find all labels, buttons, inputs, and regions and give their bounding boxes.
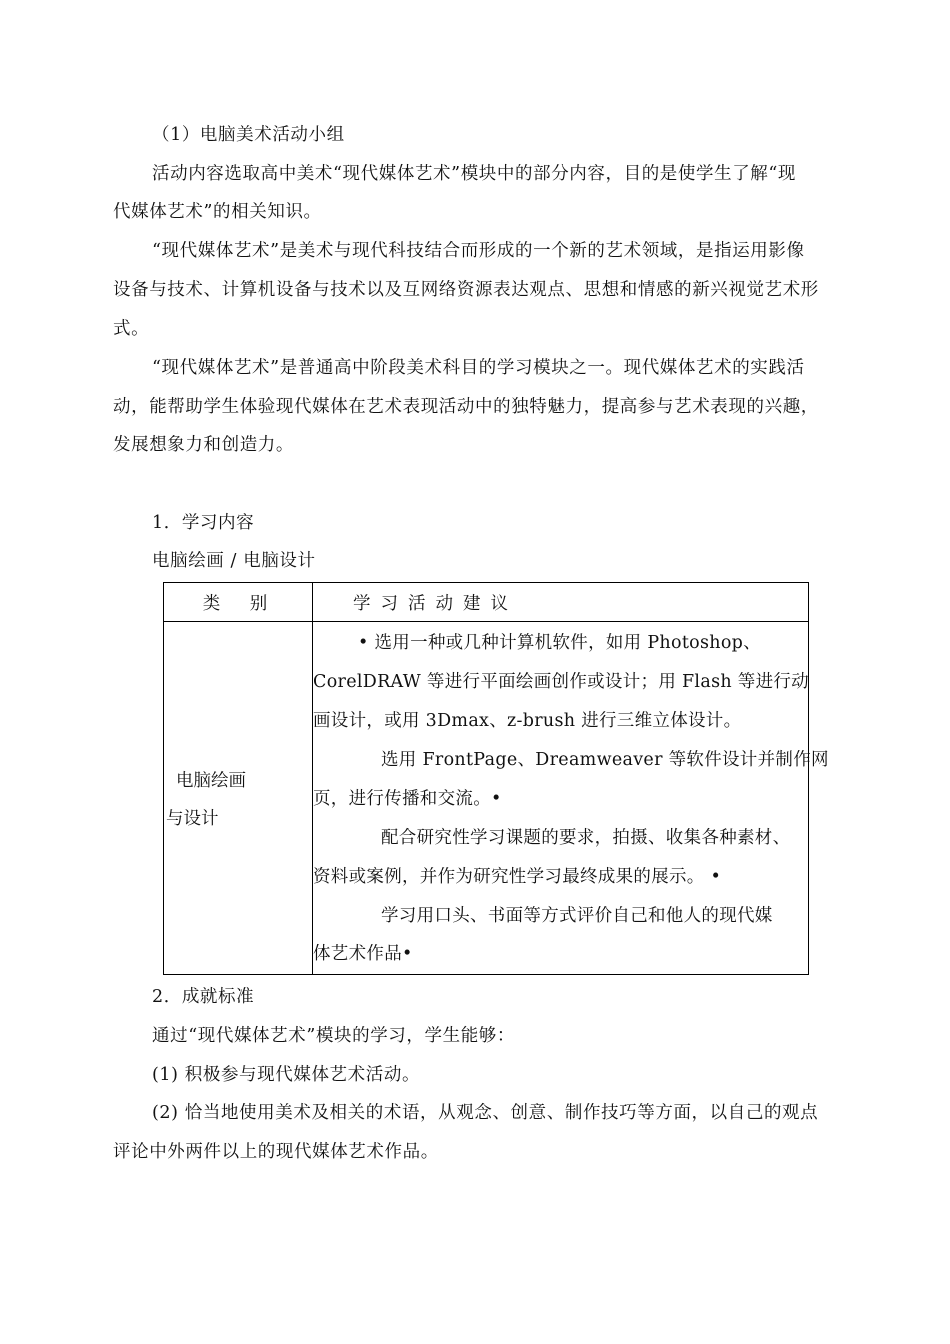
header-category: 类 别 [164, 583, 313, 622]
paragraph-1-line-1: 活动内容选取高中美术“现代媒体艺术”模块中的部分内容，目的是使学生了解“现 [152, 164, 797, 184]
table-caption: 电脑绘画 / 电脑设计 [152, 551, 316, 571]
paragraph-3-line-3: 发展想象力和创造力。 [113, 435, 294, 455]
achievement-heading: 2．成就标准 [152, 987, 255, 1007]
table-row [164, 622, 809, 975]
table-header-row [164, 583, 809, 622]
category-cell [164, 622, 313, 975]
header-activities: 学习活动建议 [313, 583, 809, 622]
category-line-2: 与设计 [166, 809, 219, 829]
paragraph-1-line-2: 代媒体艺术”的相关知识。 [113, 202, 322, 222]
achievement-item-2-line-2: 评论中外两件以上的现代媒体艺术作品。 [113, 1142, 439, 1162]
paragraph-2-line-3: 式。 [113, 319, 150, 339]
achievement-intro: 通过“现代媒体艺术”模块的学习，学生能够： [152, 1026, 515, 1046]
activity-line-1: • 选用一种或几种计算机软件，如用 Photoshop、 [358, 633, 761, 653]
activity-line-7: 资料或案例，并作为研究性学习最终成果的展示。 • [313, 867, 722, 887]
activity-line-2: CorelDRAW 等进行平面绘画创作或设计；用 Flash 等进行动 [313, 672, 809, 692]
activity-table [163, 582, 829, 975]
paragraph-2-line-1: “现代媒体艺术”是美术与现代科技结合而形成的一个新的艺术领域，是指运用影像 [152, 241, 805, 261]
activity-line-9: 体艺术作品• [313, 944, 413, 964]
learning-content-heading: 1．学习内容 [152, 513, 255, 533]
achievement-item-1: (1) 积极参与现代媒体艺术活动。 [152, 1065, 421, 1085]
activity-line-6: 配合研究性学习课题的要求，拍摄、收集各种素材、 [381, 828, 791, 848]
section-heading: （1）电脑美术活动小组 [152, 125, 345, 145]
paragraph-3-line-2: 动，能帮助学生体验现代媒体在艺术表现活动中的独特魅力，提高参与艺术表现的兴趣， [113, 397, 819, 417]
activity-line-4: 选用 FrontPage、Dreamweaver 等软件设计并制作网 [381, 750, 829, 770]
category-line-1: 电脑绘画 [176, 771, 246, 791]
activities-cell [313, 622, 829, 975]
activity-line-5: 页，进行传播和交流。• [313, 789, 502, 809]
achievement-item-2-line-1: (2) 恰当地使用美术及相关的术语，从观念、创意、制作技巧等方面，以自己的观点 [152, 1103, 819, 1123]
activity-line-3: 画设计，或用 3Dmax、z-brush 进行三维立体设计。 [313, 711, 742, 731]
paragraph-2-line-2: 设备与技术、计算机设备与技术以及互网络资源表达观点、思想和情感的新兴视觉艺术形 [113, 280, 819, 300]
paragraph-3-line-1: “现代媒体艺术”是普通高中阶段美术科目的学习模块之一。现代媒体艺术的实践活 [152, 358, 805, 378]
activity-line-8: 学习用口头、书面等方式评价自己和他人的现代媒 [381, 906, 773, 926]
